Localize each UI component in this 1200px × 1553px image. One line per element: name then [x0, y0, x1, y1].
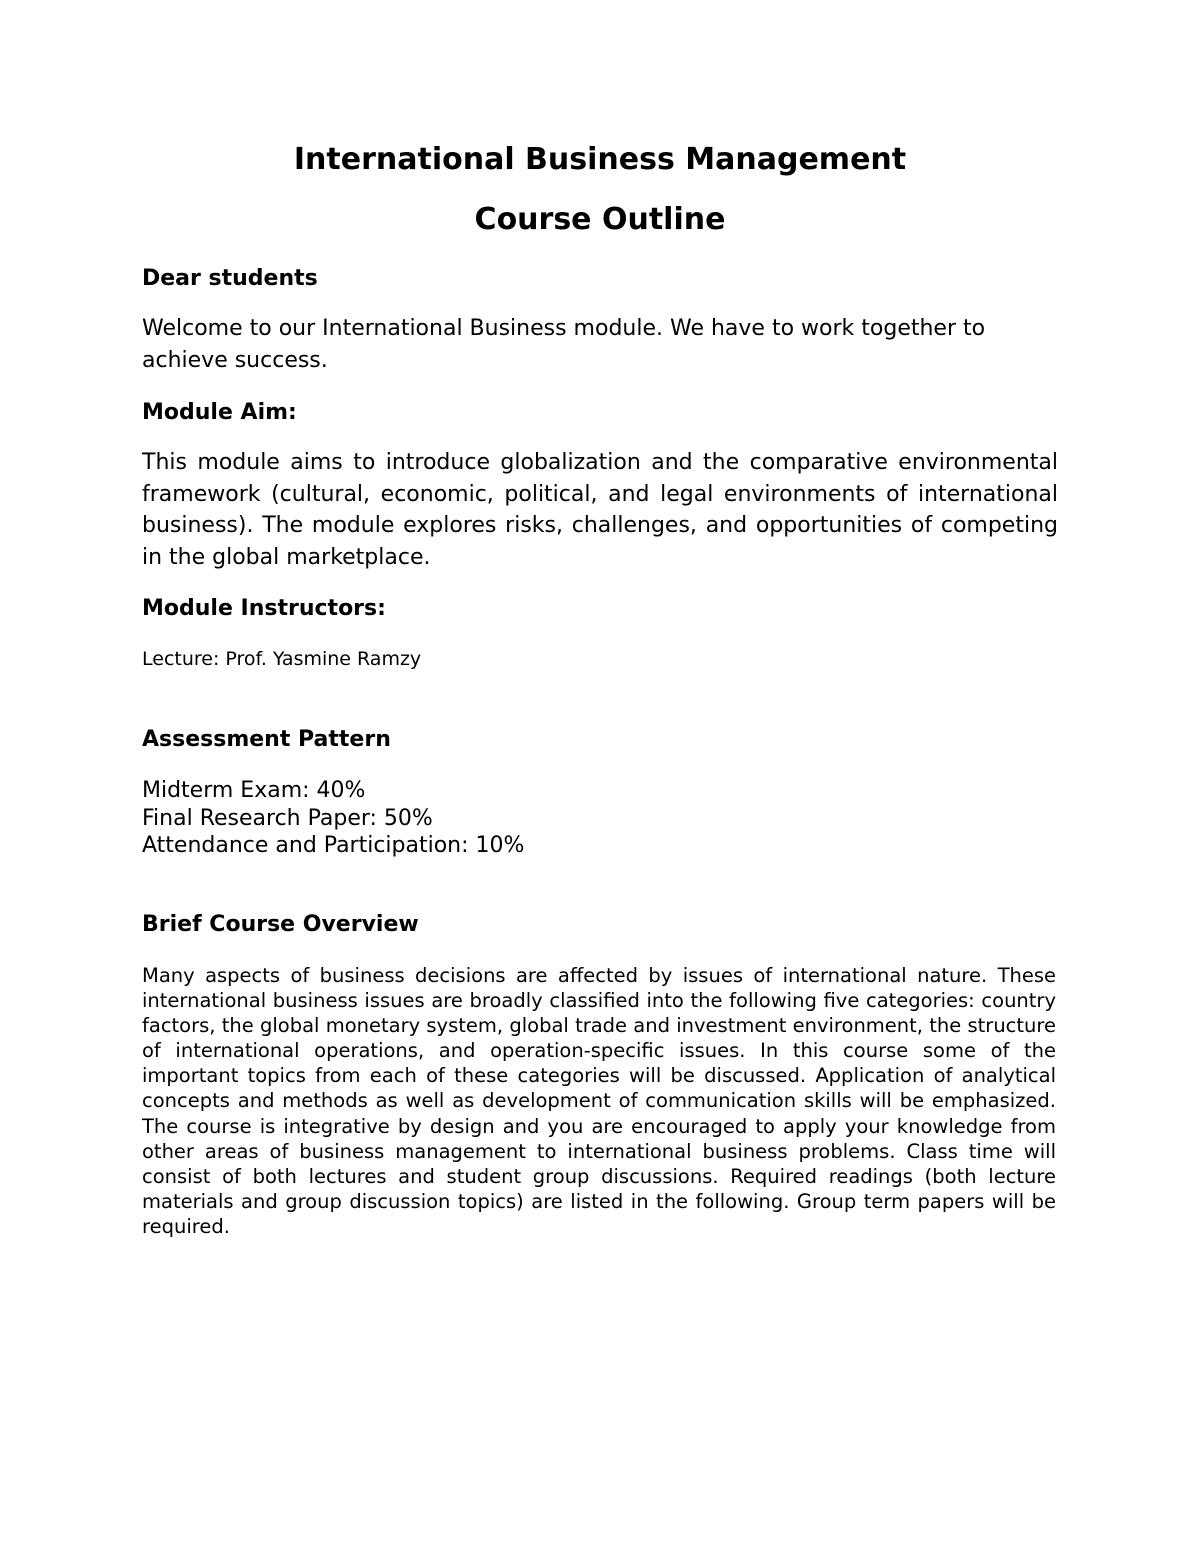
assessment-item: Final Research Paper: 50% [142, 806, 433, 831]
assessment-item: Attendance and Participation: 10% [142, 833, 525, 858]
greeting-heading: Dear students [142, 266, 318, 291]
overview-paragraph: Many aspects of business decisions are affected by issues of international nature. These international business issues are broadly classified into the following five categories: country factors, the global monetary system, global trade and investment environment, the structure of international operations, and operation-specific issues. In this course some of the important topics from each of these categories will be discussed. Application of analytical concepts and methods as well as development of communication skills will be emphasized. The course is integrative by design and you are encouraged to apply your knowledge from other areas of business management to international business problems. Class time will consist of both lectures and student group discussions. Required readings (both lecture materials and group discussion topics) are listed in the following. Group term papers will be required. [142, 964, 1056, 1238]
module-instructors-heading: Module Instructors: [142, 596, 386, 621]
lecture-instructor: Lecture: Prof. Yasmine Ramzy [142, 648, 422, 670]
module-aim-heading: Module Aim: [142, 400, 297, 425]
assessment-item: Midterm Exam: 40% [142, 778, 366, 803]
welcome-paragraph: Welcome to our International Business module. We have to work together to achieve success. [142, 316, 986, 373]
document-subtitle: Course Outline [474, 202, 726, 237]
document-title: International Business Management [293, 142, 907, 177]
document-page [142, 0, 1058, 1553]
overview-heading: Brief Course Overview [142, 912, 419, 937]
module-aim-paragraph: This module aims to introduce globalization and the comparative environmental framework (cultural, economic, political, and legal environments of international business). The module explores risks, challenges, and opportunities of competing in the global marketplace. [142, 450, 1058, 570]
assessment-heading: Assessment Pattern [142, 727, 391, 752]
